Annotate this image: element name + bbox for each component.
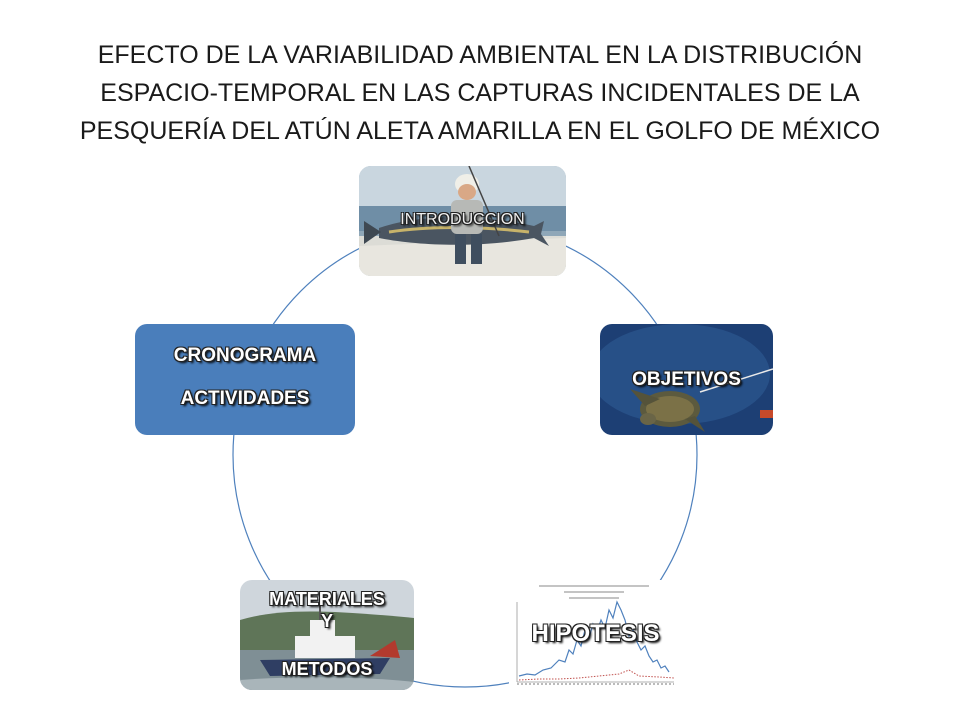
introduccion-label: INTRODUCCION <box>400 211 525 228</box>
materiales-label-2: Y <box>320 611 333 631</box>
node-objetivos[interactable] <box>600 324 773 435</box>
materiales-label-1: MATERIALES <box>269 589 385 609</box>
cronograma-label-2: ACTIVIDADES <box>180 388 310 409</box>
title-line-1: EFECTO DE LA VARIABILIDAD AMBIENTAL EN LA DISTRIBUCIÓN <box>97 41 863 69</box>
node-introduccion[interactable] <box>359 166 566 276</box>
node-hipotesis[interactable] <box>509 580 682 690</box>
title-line-2: ESPACIO-TEMPORAL EN LAS CAPTURAS INCIDENTALES DE LA <box>100 79 860 107</box>
objetivos-label: OBJETIVOS <box>632 369 741 390</box>
node-cronograma[interactable] <box>135 324 355 435</box>
cronograma-label-1: CRONOGRAMA <box>173 345 317 366</box>
node-materiales-metodos[interactable] <box>240 580 414 690</box>
title-line-3: PESQUERÍA DEL ATÚN ALETA AMARILLA EN EL GOLFO DE MÉXICO <box>79 117 881 145</box>
hipotesis-label: HIPOTESIS <box>531 620 660 647</box>
materiales-label-3: METODOS <box>281 659 373 679</box>
